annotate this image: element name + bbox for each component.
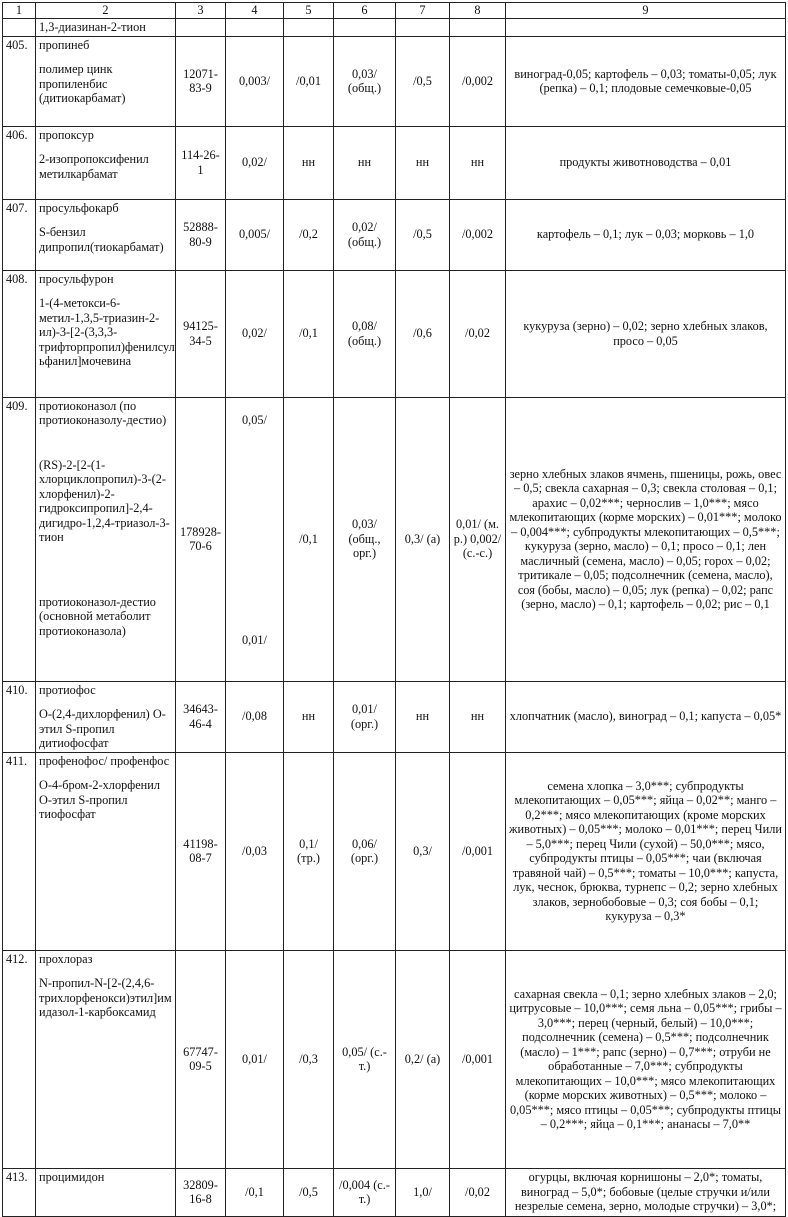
workzone-value: /0,002 xyxy=(450,199,506,270)
water-value: 0,06/ (орг.) xyxy=(334,752,396,950)
chemical-name: полимер цинк пропиленбис (дитиокарбамат) xyxy=(39,62,126,105)
continuation-row xyxy=(3,19,786,37)
cas-number: 32809-16-8 xyxy=(176,1168,226,1216)
row-number: 407. xyxy=(3,199,36,270)
table-row xyxy=(3,1168,786,1216)
food-limits: продукты животноводства – 0,01 xyxy=(506,126,786,199)
food-limits: огурцы, включая корнишоны – 2,0*; томаты, виноград – 5,0*; бобовые (целые стручки и/или незрелые семена, зерно, молодые стручки) – 3,0*; xyxy=(506,1168,786,1216)
table-row xyxy=(3,397,786,681)
substance-cell xyxy=(36,270,176,397)
chemical-name: O-(2,4-дихлорфенил) O-этил S-пропил дитиофосфат xyxy=(39,707,166,750)
col-header: 2 xyxy=(36,3,176,19)
food-limits: хлопчатник (масло), виноград – 0,1; капуста – 0,05* xyxy=(506,681,786,752)
food-limits: картофель – 0,1; лук – 0,03; морковь – 1,0 xyxy=(506,199,786,270)
substance-cell xyxy=(36,199,176,270)
row-number: 411. xyxy=(3,752,36,950)
water-value: 0,02/ (общ.) xyxy=(334,199,396,270)
chemical-name: O-4-бром-2-хлорфенил O-этил S-пропил тиофосфат xyxy=(39,778,160,821)
water-value: 0,03/ (общ.) xyxy=(334,36,396,126)
soil-value: 0,3/ (а) xyxy=(396,397,450,681)
air-value: /0,1 xyxy=(284,397,334,681)
hygiene-standards-table xyxy=(2,2,786,1217)
air-value: 0,1/ (тр.) xyxy=(284,752,334,950)
food-limits: виноград-0,05; картофель – 0,03; томаты-0,05; лук (репка) – 0,1; плодовые семечковые-0,05 xyxy=(506,36,786,126)
workzone-value: /0,002 xyxy=(450,36,506,126)
water-value: 0,05/ (с.-т.) xyxy=(334,950,396,1168)
workzone-value: нн xyxy=(450,681,506,752)
air-value: нн xyxy=(284,681,334,752)
row-number: 405. xyxy=(3,36,36,126)
col-header: 8 xyxy=(450,3,506,19)
substance-name: процимидон xyxy=(39,1169,105,1184)
substance-name: протиофос xyxy=(39,682,96,697)
row-number: 408. xyxy=(3,270,36,397)
substance-cell xyxy=(36,36,176,126)
food-limits: сахарная свекла – 0,1; зерно хлебных злаков – 2,0; цитрусовые – 10,0***; семя льна – 0,05***; грибы – 3,0***; перец (черный, белый) – 10,0***; подсолнечник (семена) – 0,5***; подсолнечник (масло) – 1***; рапс (зерно) – 0,7***; отруби не обработанные – 7,0***; субпродукты млекопитающих – 10,0***; мясо млекопитающих (корме морских животных) – 0,5***; молоко – 0,05***; мясо птицы – 0,05***; субпродукты птицы – 0,2***; яйца – 0,1***; ананасы – 7,0** xyxy=(506,950,786,1168)
row-number: 406. xyxy=(3,126,36,199)
air-value: /0,3 xyxy=(284,950,334,1168)
substance-cell xyxy=(36,752,176,950)
substance-name: просульфокарб xyxy=(39,200,119,215)
workzone-value: 0,01/ (м. р.) 0,002/ (с.-с.) xyxy=(450,397,506,681)
air-value: /0,5 xyxy=(284,1168,334,1216)
substance-cell xyxy=(36,950,176,1168)
col-header: 7 xyxy=(396,3,450,19)
water-value: нн xyxy=(334,126,396,199)
col-header: 5 xyxy=(284,3,334,19)
soil-value: 0,2/ (а) xyxy=(396,950,450,1168)
soil-value: нн xyxy=(396,126,450,199)
header-row xyxy=(3,3,786,19)
soil-value: /0,5 xyxy=(396,199,450,270)
substance-name: прохлораз xyxy=(39,951,93,966)
adi-value: 0,02/ xyxy=(226,270,284,397)
workzone-value: нн xyxy=(450,126,506,199)
water-value: 0,03/ (общ., орг.) xyxy=(334,397,396,681)
row-number: 409. xyxy=(3,397,36,681)
table-row xyxy=(3,36,786,126)
substance-name: просульфурон xyxy=(39,271,114,286)
air-value: нн xyxy=(284,126,334,199)
chemical-name: 2-изопропоксифенил метилкарбамат xyxy=(39,152,149,181)
row-number: 410. xyxy=(3,681,36,752)
table-row xyxy=(3,950,786,1168)
food-limits: кукуруза (зерно) – 0,02; зерно хлебных злаков, просо – 0,05 xyxy=(506,270,786,397)
workzone-value: /0,001 xyxy=(450,950,506,1168)
col-header: 1 xyxy=(3,3,36,19)
substance-cell xyxy=(36,681,176,752)
food-limits: зерно хлебных злаков ячмень, пшеницы, рожь, овес – 0,5; свекла сахарная – 0,3; свекла столовая – 0,1; арахис – 0,02***; чернослив – 1,0***; мясо млекопитающих (корме морских) – 0,01***; молоко – 0,004***; субпродукты млекопитающих – 0,5***; кукуруза (зерно, масло) – 0,1; просо – 0,1; лен масличный (семена, масло) – 0,05; горох – 0,02; тритикале – 0,05; подсолнечник (семена, масло), соя (бобы, масло) – 0,05; лук (репка) – 0,02; рапс (зерно, масло) – 0,1; картофель – 0,02; рис – 0,1 xyxy=(506,397,786,681)
substance-name: профенофос/ профенфос xyxy=(39,753,170,768)
substance-cell xyxy=(36,126,176,199)
cas-number: 34643-46-4 xyxy=(176,681,226,752)
food-limits: семена хлопка – 3,0***; субпродукты млекопитающих – 0,05***; яйца – 0,02**; манго – 0,2***; мясо млекопитающих (кроме морских животных) – 0,05***; молоко – 0,01***; перец Чили – 5,0***; перец Чили (сухой) – 50,0***; мясо, субпродукты птицы – 0,05***; чаи (включая травяной чай) – 0,5***; томаты – 10,0***; капуста, лук, чеснок, брюква, турнепс – 0,2; зерно хлебных злаков, зернобобовые – 0,3; соя бобы – 0,1; кукуруза – 0,3* xyxy=(506,752,786,950)
cas-number: 12071-83-9 xyxy=(176,36,226,126)
adi-value: /0,1 xyxy=(226,1168,284,1216)
workzone-value: /0,02 xyxy=(450,1168,506,1216)
table-row xyxy=(3,199,786,270)
cas-number: 178928-70-6 xyxy=(176,397,226,681)
air-value: /0,2 xyxy=(284,199,334,270)
soil-value: /0,6 xyxy=(396,270,450,397)
metabolite-name: протиоконазол-дестио (основной метаболит протиоконазола) xyxy=(39,594,156,638)
col-header: 3 xyxy=(176,3,226,19)
col-header: 4 xyxy=(226,3,284,19)
substance-cell xyxy=(36,1168,176,1216)
col-header: 9 xyxy=(506,3,786,19)
workzone-value: /0,001 xyxy=(450,752,506,950)
table-row xyxy=(3,752,786,950)
adi-value: 0,02/ xyxy=(226,126,284,199)
cas-number: 52888-80-9 xyxy=(176,199,226,270)
cas-number: 41198-08-7 xyxy=(176,752,226,950)
adi-value: 0,05/ xyxy=(242,412,267,427)
water-value: 0,08/ (общ.) xyxy=(334,270,396,397)
col-header: 6 xyxy=(334,3,396,19)
substance-name: пропинеб xyxy=(39,37,90,52)
adi-value: /0,03 xyxy=(226,752,284,950)
soil-value: 1,0/ xyxy=(396,1168,450,1216)
chem-name-continuation: 1,3-диазинан-2-тион xyxy=(36,19,176,37)
table-row xyxy=(3,681,786,752)
air-value: /0,1 xyxy=(284,270,334,397)
chemical-name: S-бензил дипропил(тиокарбамат) xyxy=(39,225,164,254)
soil-value: /0,5 xyxy=(396,36,450,126)
adi-value: 0,005/ xyxy=(226,199,284,270)
chemical-name: N-пропил-N-[2-(2,4,6-трихлорфенокси)этил]им идазол-1-карбоксамид xyxy=(39,976,172,1019)
table-row xyxy=(3,270,786,397)
row-number: 413. xyxy=(3,1168,36,1216)
soil-value: нн xyxy=(396,681,450,752)
cas-number: 67747-09-5 xyxy=(176,950,226,1168)
air-value: /0,01 xyxy=(284,36,334,126)
chemical-name: (RS)-2-[2-(1-хлорциклопропил)-3-(2-хлорфенил)-2-гидроксипропил]-2,4-дигидро-1,2,4-триазол-3-тион xyxy=(39,457,170,544)
adi-value: 0,003/ xyxy=(226,36,284,126)
soil-value: 0,3/ xyxy=(396,752,450,950)
table-row xyxy=(3,126,786,199)
adi-value: /0,08 xyxy=(226,681,284,752)
substance-name: протиоконазол (по протиоконазолу-дестио) xyxy=(39,398,167,427)
substance-name: пропоксур xyxy=(39,127,94,142)
row-number: 412. xyxy=(3,950,36,1168)
water-value: /0,004 (с.-т.) xyxy=(334,1168,396,1216)
chemical-name: 1-(4-метокси-6-метил-1,3,5-триазин-2-ил)-3-[2-(3,3,3-трифторпропил)фенилсул ьфанил]мочевина xyxy=(39,296,175,368)
adi-cell xyxy=(226,397,284,681)
adi-metabolite-value: 0,01/ xyxy=(242,633,267,647)
cas-number: 94125-34-5 xyxy=(176,270,226,397)
cas-number: 114-26-1 xyxy=(176,126,226,199)
workzone-value: /0,02 xyxy=(450,270,506,397)
adi-value: 0,01/ xyxy=(226,950,284,1168)
substance-cell xyxy=(36,397,176,681)
water-value: 0,01/ (орг.) xyxy=(334,681,396,752)
